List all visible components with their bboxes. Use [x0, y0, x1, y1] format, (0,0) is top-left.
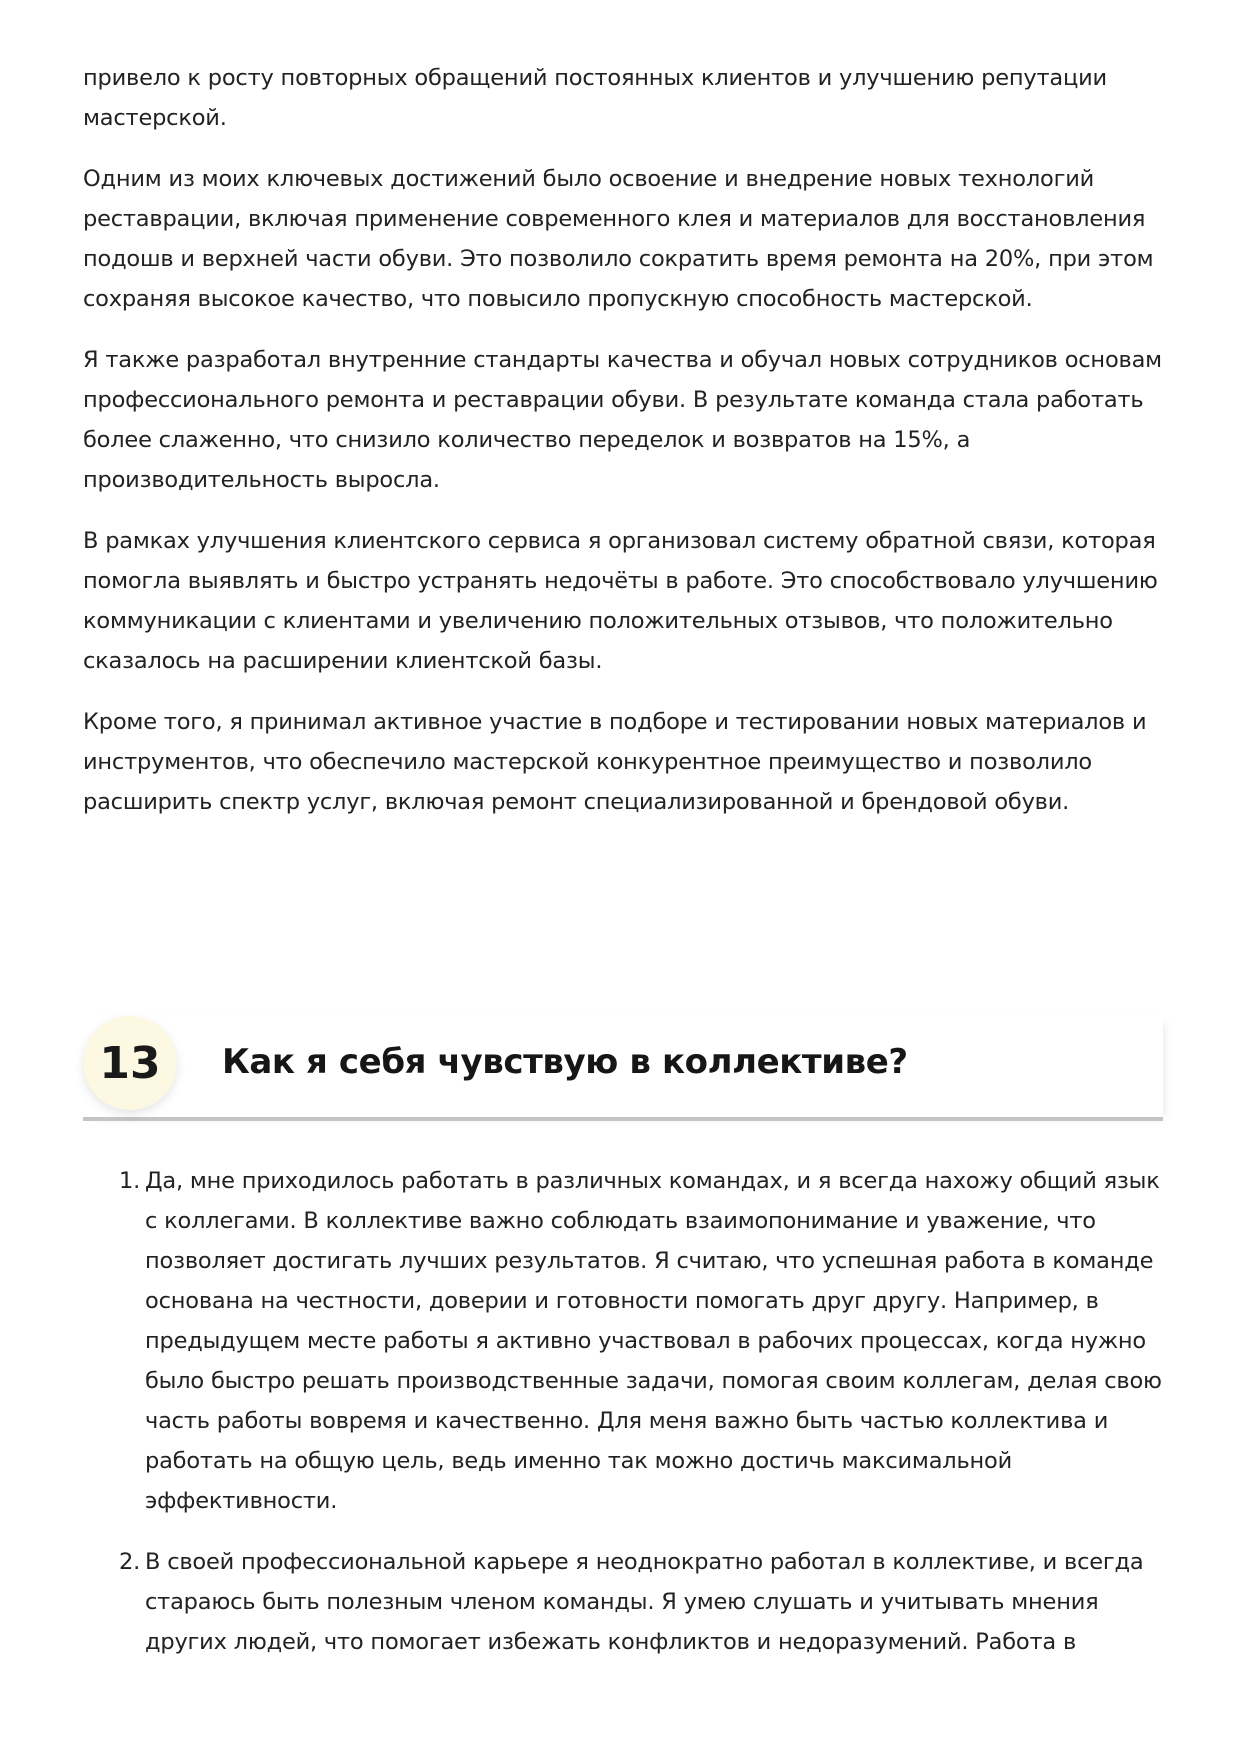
section-title: Как я себя чувствую в коллективе?: [222, 1042, 908, 1082]
list-item: [83, 1161, 1163, 1521]
section-spacer: [83, 843, 1163, 1015]
list-item: [83, 1542, 1163, 1662]
intro-paragraph: Кроме того, я принимал активное участие в подборе и тестировании новых материалов и инструментов, что обеспечило мастерской конкурентное преимущество и позволило расширить спектр услуг, включая ремонт специализированной и брендовой обуви.: [83, 709, 1147, 815]
intro-paragraph: Одним из моих ключевых достижений было освоение и внедрение новых технологий реставрации, включая применение современного клея и материалов для восстановления подошв и верхней части обуви. Это позволило сократить время ремонта на 20%, при этом сохраняя высокое качество, что повысило пропускную способность мастерской.: [83, 166, 1154, 312]
document-page: [83, 58, 1163, 1683]
list-item-number: 2.: [119, 1549, 141, 1575]
list-item-number: 1.: [119, 1168, 141, 1194]
section-number-badge: 13: [83, 1016, 177, 1110]
section-header: [83, 1015, 1163, 1121]
list-item-text: В своей профессиональной карьере я неоднократно работал в коллективе, и всегда стараюсь быть полезным членом команды. Я умею слушать и учитывать мнения других людей, что помогает избежать конфликтов и недоразумений. Работа в: [145, 1549, 1144, 1655]
answer-list: [83, 1161, 1163, 1662]
list-item-text: Да, мне приходилось работать в различных командах, и я всегда нахожу общий язык с коллегами. В коллективе важно соблюдать взаимопонимание и уважение, что позволяет достигать лучших результатов. Я считаю, что успешная работа в команде основана на честности, доверии и готовности помогать друг другу. Например, в предыдущем месте работы я активно участвовал в рабочих процессах, когда нужно было быстро решать производственные задачи, помогая своим коллегам, делая свою часть работы вовремя и качественно. Для меня важно быть частью коллектива и работать на общую цель, ведь именно так можно достичь максимальной эффективности.: [145, 1168, 1162, 1514]
intro-paragraph: Я также разработал внутренние стандарты качества и обучал новых сотрудников основам профессионального ремонта и реставрации обуви. В результате команда стала работать более слаженно, что снизило количество переделок и возвратов на 15%, а производительность выросла.: [83, 347, 1162, 493]
intro-paragraph: привело к росту повторных обращений постоянных клиентов и улучшению репутации мастерской.: [83, 65, 1107, 131]
intro-paragraph: В рамках улучшения клиентского сервиса я организовал систему обратной связи, которая помогла выявлять и быстро устранять недочёты в работе. Это способствовало улучшению коммуникации с клиентами и увеличению положительных отзывов, что положительно сказалось на расширении клиентской базы.: [83, 528, 1158, 674]
